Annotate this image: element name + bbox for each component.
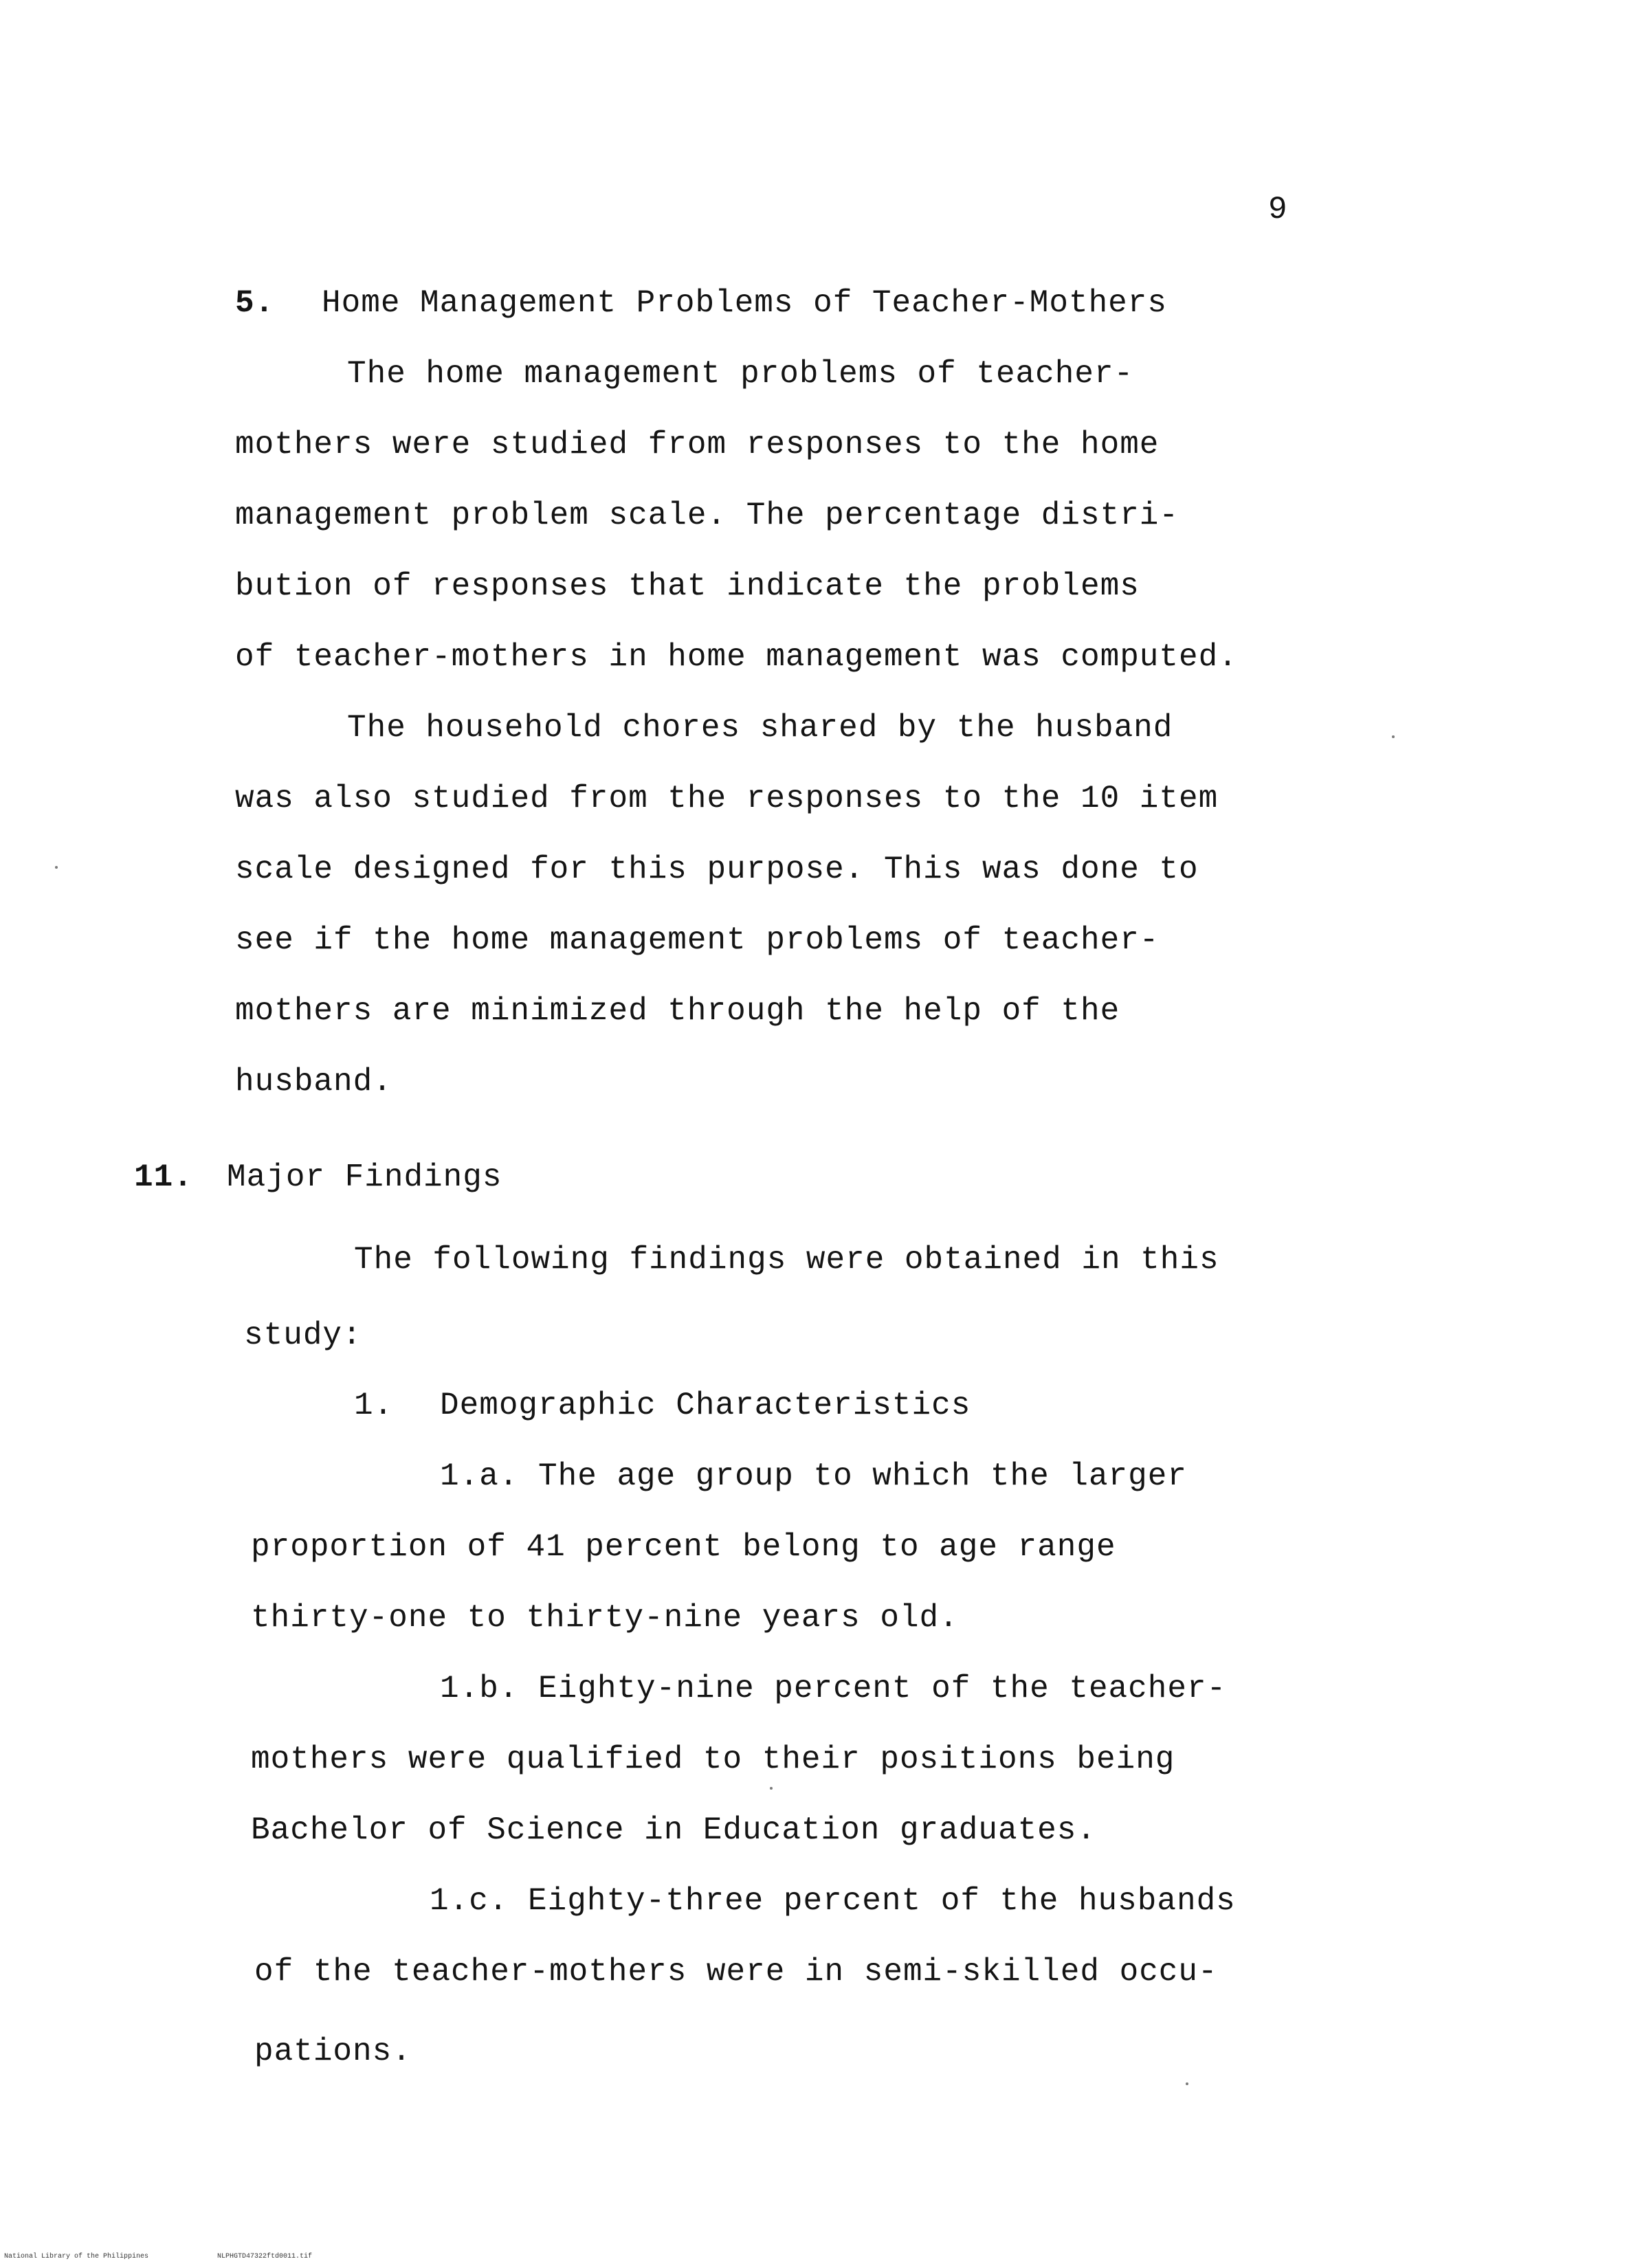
footer-library: National Library of the Philippines: [4, 2253, 149, 2260]
item-1a-line1: 1.a. The age group to which the larger: [440, 1458, 1187, 1494]
item-1a-line3: thirty-one to thirty-nine years old.: [251, 1600, 959, 1636]
scan-speck: [1186, 2082, 1188, 2085]
section-5-para1-line4: bution of responses that indicate the problems: [235, 568, 1140, 604]
item-1c-line1: 1.c. Eighty-three percent of the husbands: [430, 1883, 1236, 1919]
section-11-heading: Major Findings: [227, 1159, 502, 1195]
scan-speck: [770, 1787, 773, 1790]
page-number: 9: [1268, 192, 1288, 227]
section-11-number: 11.: [134, 1159, 193, 1195]
section-5-para1-line2: mothers were studied from responses to the home: [235, 427, 1160, 463]
item-1c-line2: of the teacher-mothers were in semi-skilled occu-: [254, 1954, 1218, 1990]
subsection-1-number: 1.: [354, 1388, 394, 1423]
section-5-para2-line1: The household chores shared by the husband: [347, 710, 1173, 746]
item-1b-line1: 1.b. Eighty-nine percent of the teacher-: [440, 1671, 1227, 1706]
item-1b-line3: Bachelor of Science in Education graduates.: [251, 1812, 1096, 1848]
section-5-para1-line1: The home management problems of teacher-: [347, 356, 1134, 392]
item-1a-line2: proportion of 41 percent belong to age range: [251, 1529, 1116, 1565]
section-5-heading: Home Management Problems of Teacher-Mothers: [322, 285, 1167, 321]
section-5-para2-line2: was also studied from the responses to the 10 item: [235, 781, 1219, 816]
section-5-para1-line3: management problem scale. The percentage distri-: [235, 498, 1179, 533]
scan-speck: [1392, 735, 1395, 738]
section-5-para2-line3: scale designed for this purpose. This was done to: [235, 852, 1199, 887]
footer-file-id: NLPHGTD47322ftd0011.tif: [217, 2253, 313, 2260]
subsection-1-title: Demographic Characteristics: [440, 1388, 971, 1423]
item-1b-line2: mothers were qualified to their positions being: [251, 1742, 1175, 1777]
section-5-para2-line5: mothers are minimized through the help of the: [235, 993, 1120, 1029]
section-5-para1-line5: of teacher-mothers in home management was computed.: [235, 639, 1238, 675]
section-5-para2-line6: husband.: [235, 1064, 392, 1100]
findings-intro-line1: The following findings were obtained in this: [354, 1242, 1219, 1278]
section-5-para2-line4: see if the home management problems of teacher-: [235, 922, 1160, 958]
section-5-number: 5.: [235, 285, 275, 321]
item-1c-line3: pations.: [254, 2034, 412, 2069]
scan-speck: [55, 866, 58, 869]
findings-intro-line2: study:: [244, 1318, 362, 1353]
